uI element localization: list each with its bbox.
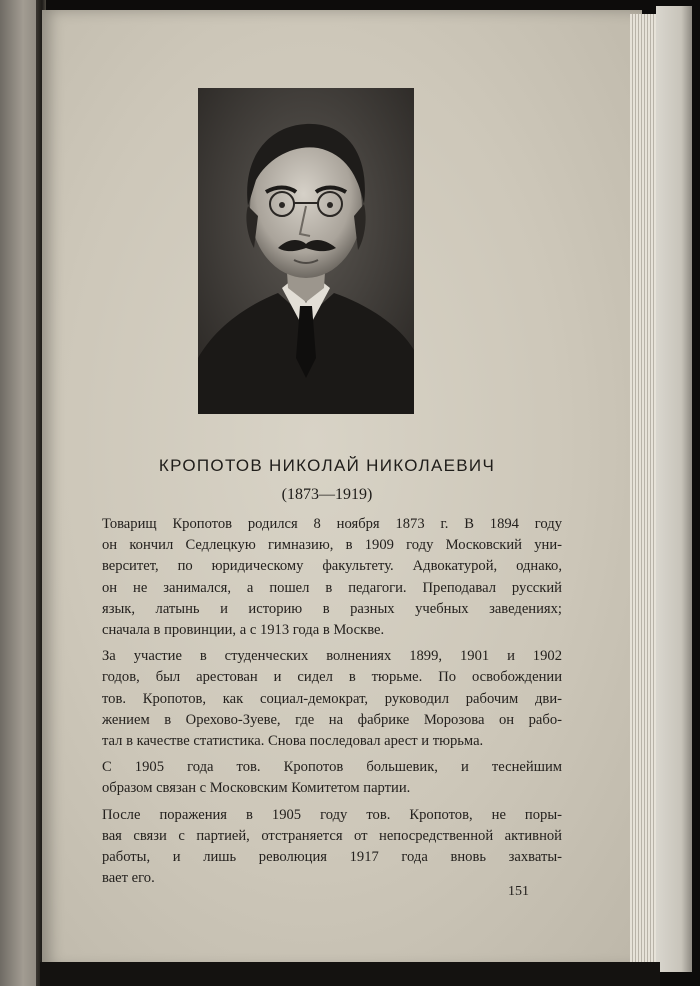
life-years: (1873—1919) bbox=[281, 486, 373, 503]
text-line: тал в качестве статистика. Снова последовал арест и тюрьма. bbox=[102, 733, 484, 750]
paragraph bbox=[102, 514, 562, 641]
portrait-illustration bbox=[198, 88, 414, 414]
page-number: 151 bbox=[508, 884, 529, 899]
text-line: С 1905 года тов. Кропотов большевик, и теснейшим bbox=[102, 759, 562, 776]
text-line: образом связан с Московским Комитетом партии. bbox=[102, 780, 411, 797]
portrait-photo bbox=[198, 88, 414, 414]
text-line: вает его. bbox=[102, 870, 155, 887]
text-line: За участие в студенческих волнениях 1899, 1901 и 1902 bbox=[102, 648, 562, 665]
bottom-shadow bbox=[40, 962, 660, 986]
biography-text bbox=[102, 514, 562, 894]
text-line: он кончил Седлецкую гимназию, в 1909 году Московский уни- bbox=[102, 537, 562, 554]
text-line: годов, был арестован и сидел в тюрьме. По освобождении bbox=[102, 669, 562, 686]
paragraph bbox=[102, 646, 562, 752]
text-line: вая связи с партией, отстраняется от непосредственной активной bbox=[102, 827, 562, 844]
text-line: тов. Кропотов, как социал-демократ, руководил рабочим дви- bbox=[102, 690, 562, 707]
person-name-heading: КРОПОТОВ НИКОЛАЙ НИКОЛАЕВИЧ bbox=[158, 456, 496, 475]
text-line: сначала в провинции, а с 1913 года в Москве. bbox=[102, 622, 385, 639]
paragraph bbox=[102, 757, 562, 799]
paragraph bbox=[102, 805, 562, 890]
book-cover-edge bbox=[656, 6, 692, 972]
text-line: жением в Орехово-Зуеве, где на фабрике Морозова он рабо- bbox=[102, 711, 562, 728]
text-line: После поражения в 1905 году тов. Кропотов, не поры- bbox=[102, 806, 562, 823]
text-line: Товарищ Кропотов родился 8 ноября 1873 г. В 1894 году bbox=[102, 516, 562, 532]
text-line: он не занимался, а пошел в педагоги. Преподавал русский bbox=[102, 579, 562, 596]
text-line: язык, латынь и историю в разных учебных заведениях; bbox=[102, 600, 562, 617]
page-stack-edges bbox=[630, 14, 658, 964]
text-line: работы, и лишь революция 1917 года вновь захваты- bbox=[102, 849, 562, 866]
text-line: верситет, по юридическому факультету. Адвокатурой, однако, bbox=[102, 558, 562, 575]
